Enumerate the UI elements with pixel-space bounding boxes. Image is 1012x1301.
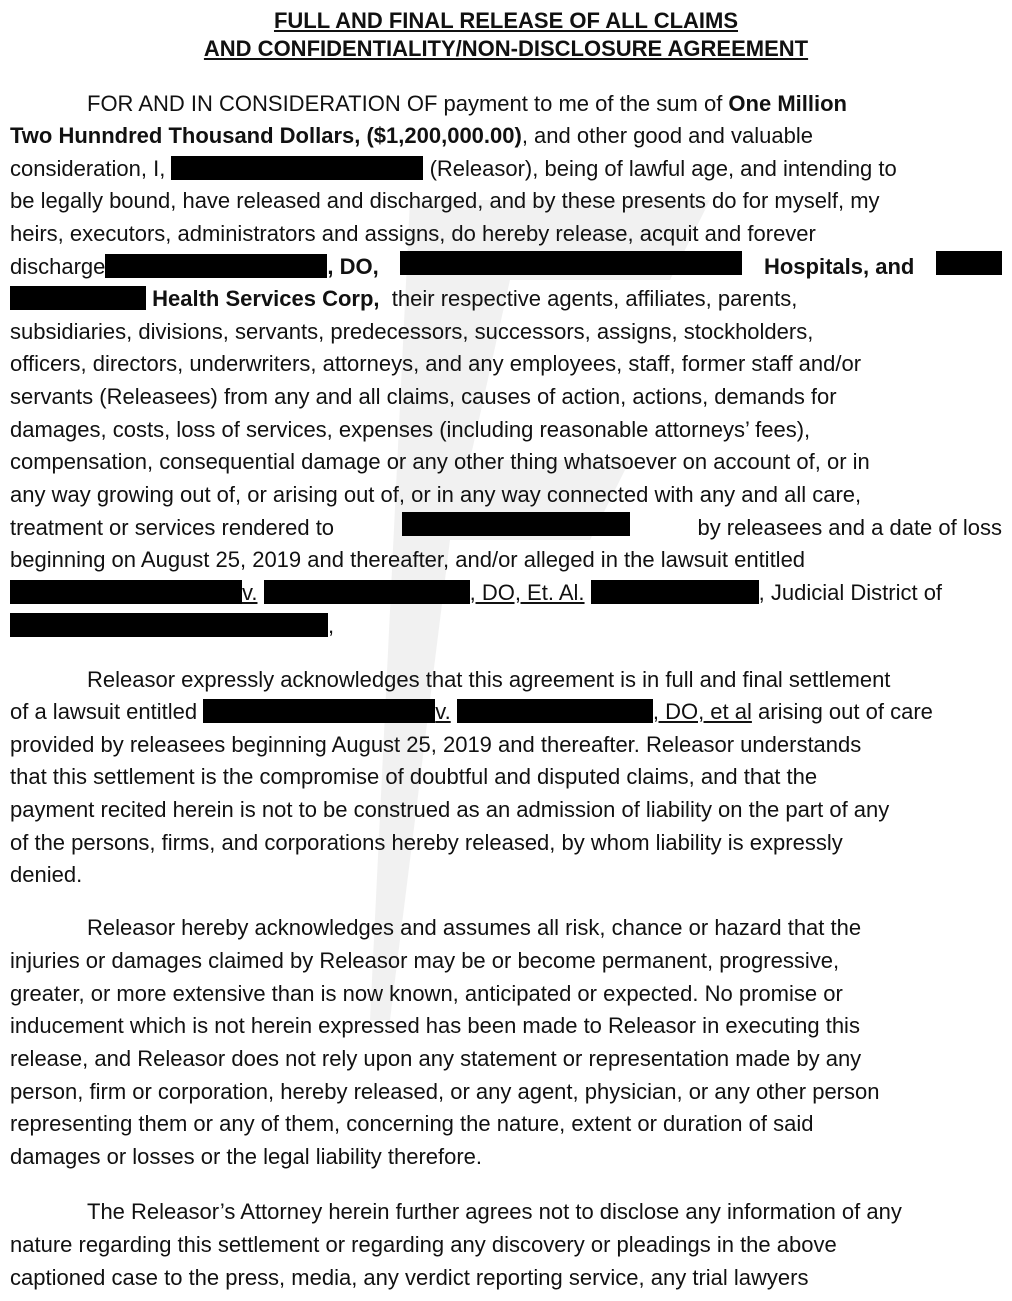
para1-line-17: ,: [10, 610, 334, 642]
para1-line-9: officers, directors, underwriters, attorneys, and any employees, staff, former staff and/or: [10, 351, 862, 376]
redaction-bar: [457, 699, 653, 723]
para3-line-2: injuries or damages claimed by Releasor may be or become permanent, progressive,: [10, 948, 840, 973]
document-title-line-1: FULL AND FINAL RELEASE OF ALL CLAIMS: [273, 8, 739, 33]
para1-line-15: beginning on August 25, 2019 and thereafter, and/or alleged in the lawsuit entitled: [10, 547, 806, 572]
para2-line-5: payment recited herein is not to be construed as an admission of liability on the part of any: [10, 797, 890, 822]
para3-line-3: greater, or more extensive than is now known, anticipated or expected. No promise or: [10, 981, 843, 1006]
redaction-bar: [264, 580, 470, 604]
para1-line-7: Health Services Corp, their respective agents, affiliates, parents,: [10, 283, 797, 315]
para4-line-2: nature regarding this settlement or regarding any discovery or pleadings in the above: [10, 1232, 837, 1257]
para3-line-1: Releasor hereby acknowledges and assumes all risk, chance or hazard that the: [87, 915, 862, 940]
para1-line-8: subsidiaries, divisions, servants, predecessors, successors, assigns, stockholders,: [10, 319, 814, 344]
para1-line-1: FOR AND IN CONSIDERATION OF payment to me of the sum of One Million: [87, 91, 847, 116]
redaction-bar: [10, 580, 242, 604]
para2-line-6: of the persons, firms, and corporations hereby released, by whom liability is expressly: [10, 830, 843, 855]
document-title-line-2: AND CONFIDENTIALITY/NON-DISCLOSURE AGREEMENT: [203, 36, 809, 61]
redaction-bar: [10, 286, 146, 310]
para1-line-13: any way growing out of, or arising out of, or in any way connected with any and all care,: [10, 482, 862, 507]
para4-line-3: captioned case to the press, media, any verdict reporting service, any trial lawyers: [10, 1265, 809, 1290]
redaction-bar: [400, 251, 742, 275]
para3-line-6: person, firm or corporation, hereby released, or any agent, physician, or any other person: [10, 1079, 880, 1104]
para3-line-4: inducement which is not herein expressed has been made to Releasor in executing this: [10, 1013, 860, 1038]
para3-line-5: release, and Releasor does not rely upon any statement or representation made by any: [10, 1046, 862, 1071]
para1-line-11: damages, costs, loss of services, expenses (including reasonable attorneys’ fees),: [10, 417, 811, 442]
para1-line-10: servants (Releasees) from any and all claims, causes of action, actions, demands for: [10, 384, 837, 409]
para1-line-3: consideration, I, (Releasor), being of lawful age, and intending to: [10, 156, 897, 181]
redaction-bar: [203, 699, 435, 723]
redaction-bar: [936, 251, 1002, 275]
para2-line-1: Releasor expressly acknowledges that this agreement is in full and final settlement: [87, 667, 891, 692]
para1-line-12: compensation, consequential damage or any other thing whatsoever on account of, or in: [10, 449, 870, 474]
redaction-bar: [171, 156, 423, 180]
para2-line-4: that this settlement is the compromise of doubtful and disputed claims, and that the: [10, 764, 818, 789]
para4-line-1: The Releasor’s Attorney herein further agrees not to disclose any information of any: [87, 1199, 902, 1224]
para3-line-7: representing them or any of them, concerning the nature, extent or duration of said: [10, 1111, 814, 1136]
para2-line-7: denied.: [10, 862, 83, 887]
redaction-bar: [10, 613, 328, 637]
para1-line-4: be legally bound, have released and discharged, and by these presents do for myself, my: [10, 188, 880, 213]
para1-line-2: Two Hunndred Thousand Dollars, ($1,200,000.00), and other good and valuable: [10, 123, 813, 148]
para1-line-6: discharge , DO, Hospitals, and: [10, 251, 1002, 283]
para3-line-8: damages or losses or the legal liability therefore.: [10, 1144, 483, 1169]
para1-line-14: treatment or services rendered to by releasees and a date of loss: [10, 512, 1002, 544]
para1-line-5: heirs, executors, administrators and assigns, do hereby release, acquit and forever: [10, 221, 816, 246]
redaction-bar: [105, 254, 327, 278]
redaction-bar: [591, 580, 759, 604]
para2-line-2: of a lawsuit entitled v. , DO, et al arising out of care: [10, 699, 933, 724]
para2-line-3: provided by releasees beginning August 25, 2019 and thereafter. Releasor understands: [10, 732, 862, 757]
para1-line-16: v. , DO, Et. Al. , Judicial District of: [10, 577, 942, 609]
redaction-bar: [402, 512, 630, 536]
